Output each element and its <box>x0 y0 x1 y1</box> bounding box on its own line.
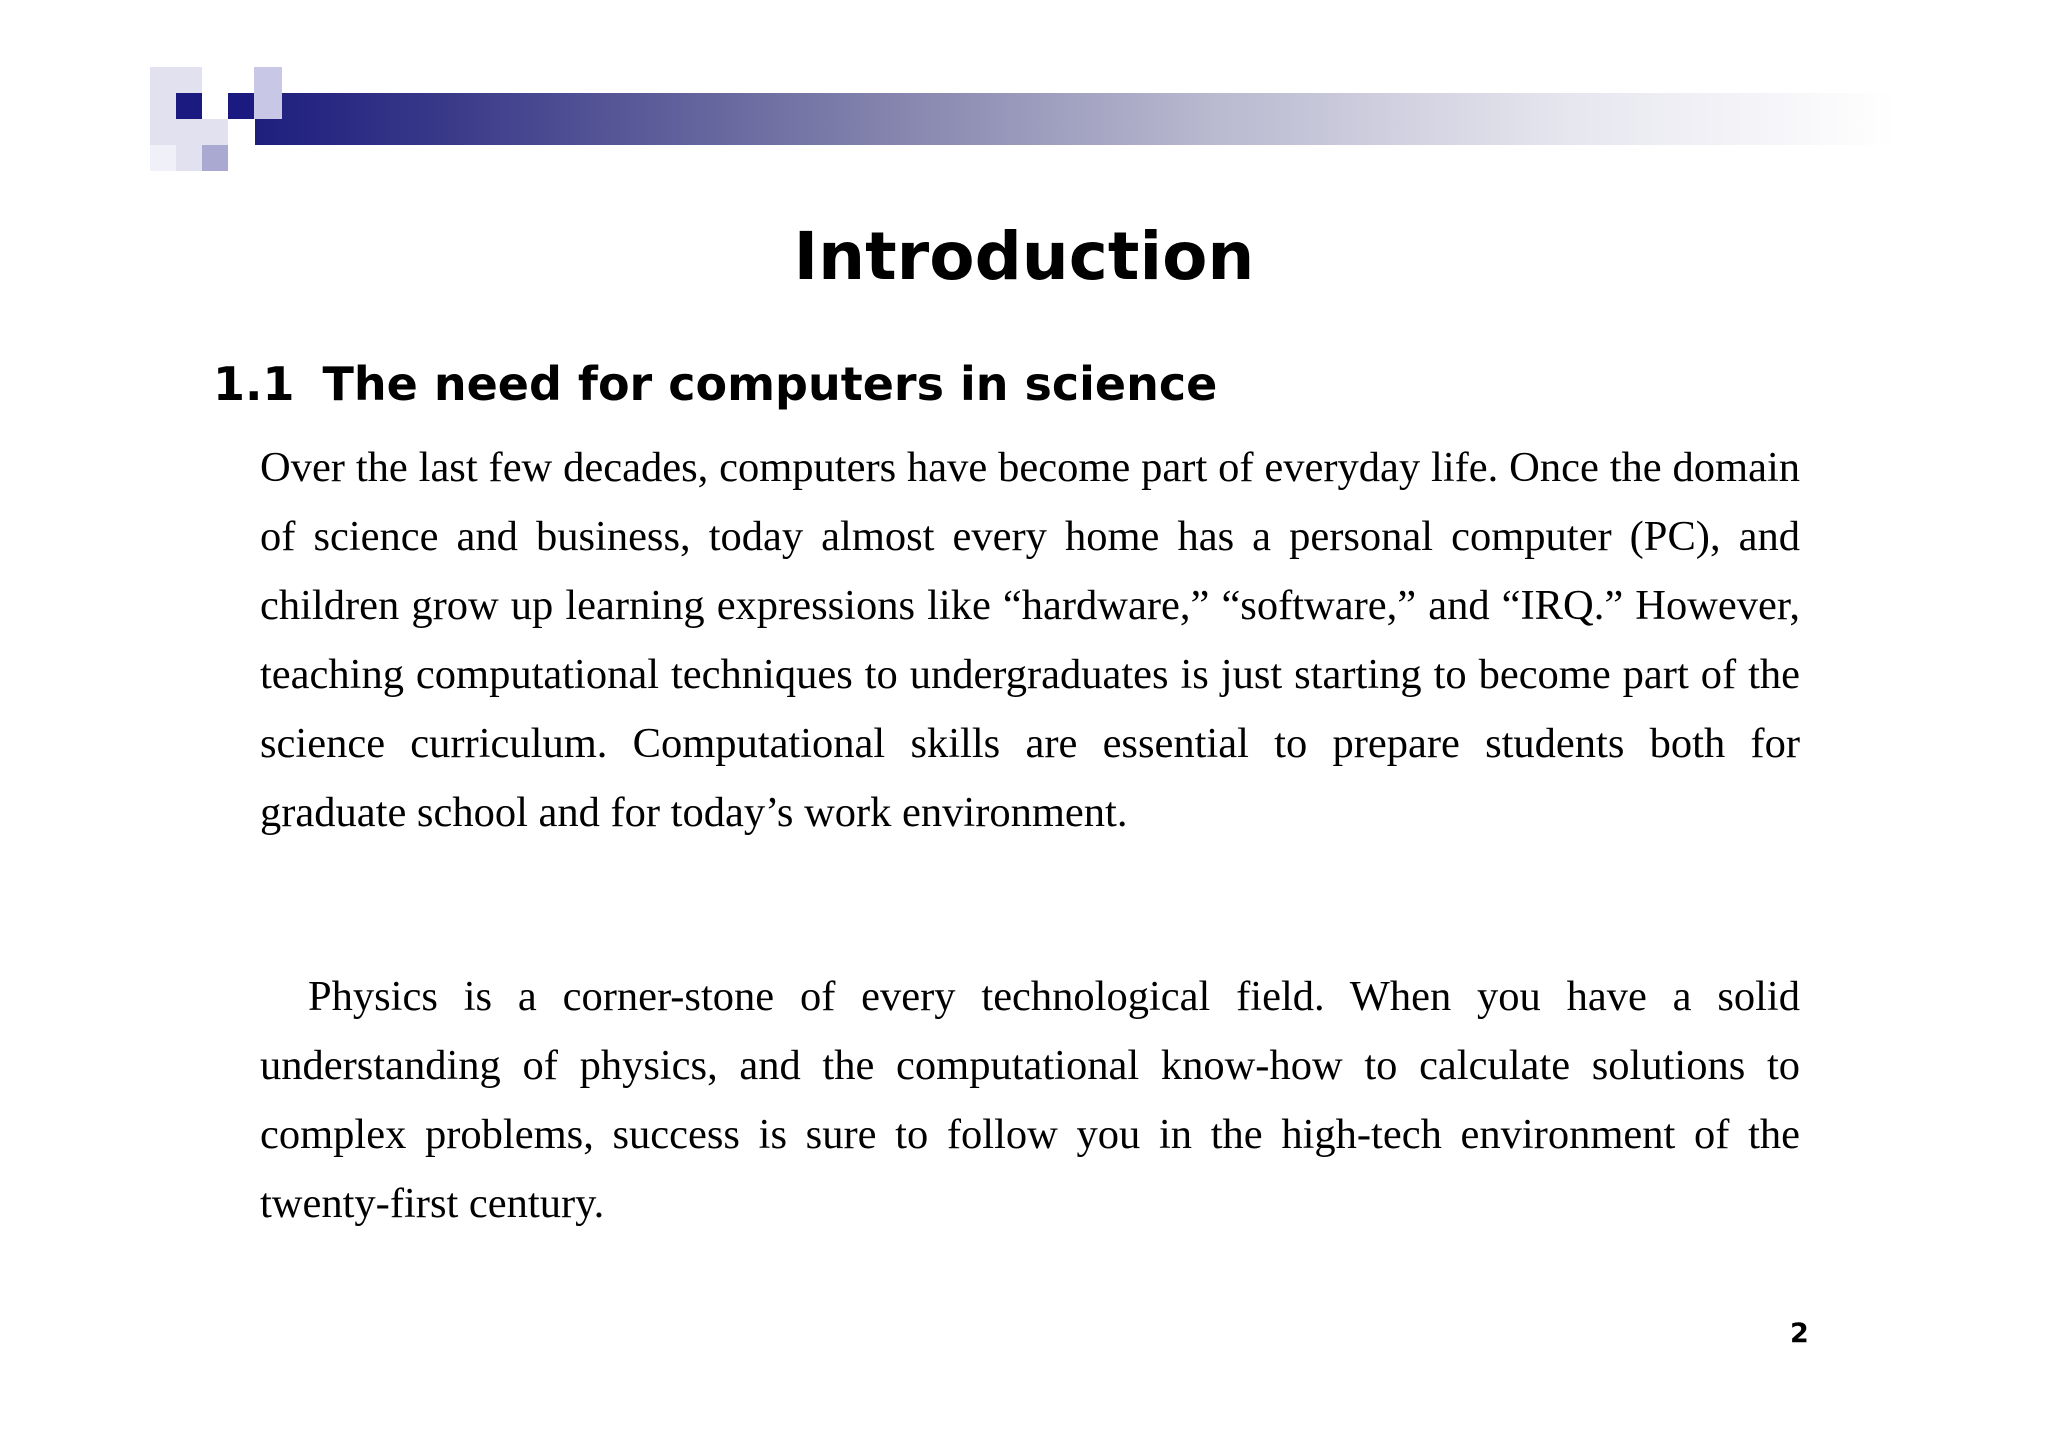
section-number: 1.1 <box>213 357 295 411</box>
banner-square-decoration <box>202 145 228 171</box>
banner-square-decoration <box>176 93 202 119</box>
section-title: The need for computers in science <box>322 357 1218 411</box>
page-number: 2 <box>1790 1318 1809 1349</box>
banner-square-decoration <box>202 119 228 145</box>
banner-square-decoration <box>228 93 254 119</box>
body-paragraph: Physics is a corner-stone of every technological field. When you have a solid understanding of physics, and the computational know-how to calculate solutions to complex problems, success is sure to follow you in the high-tech environment of the twenty-first century. <box>260 973 1800 1227</box>
header-banner <box>0 0 2048 200</box>
banner-gradient-bar <box>255 93 1895 145</box>
slide-title: Introduction <box>793 218 1255 295</box>
body-paragraph: Over the last few decades, computers have become part of everyday life. Once the domain of science and business, today almost every home has a personal computer (PC), and children grow up learning expressions like “hardware,” “software,” and “IRQ.” However, teaching computational techniques to undergraduates is just starting to become part of the science curriculum. Computational skills are essential to prepare students both for graduate school and for today’s work environment. <box>260 444 1800 836</box>
section-heading <box>213 357 1217 411</box>
banner-square-decoration <box>254 67 282 119</box>
banner-square-decoration <box>150 145 176 171</box>
